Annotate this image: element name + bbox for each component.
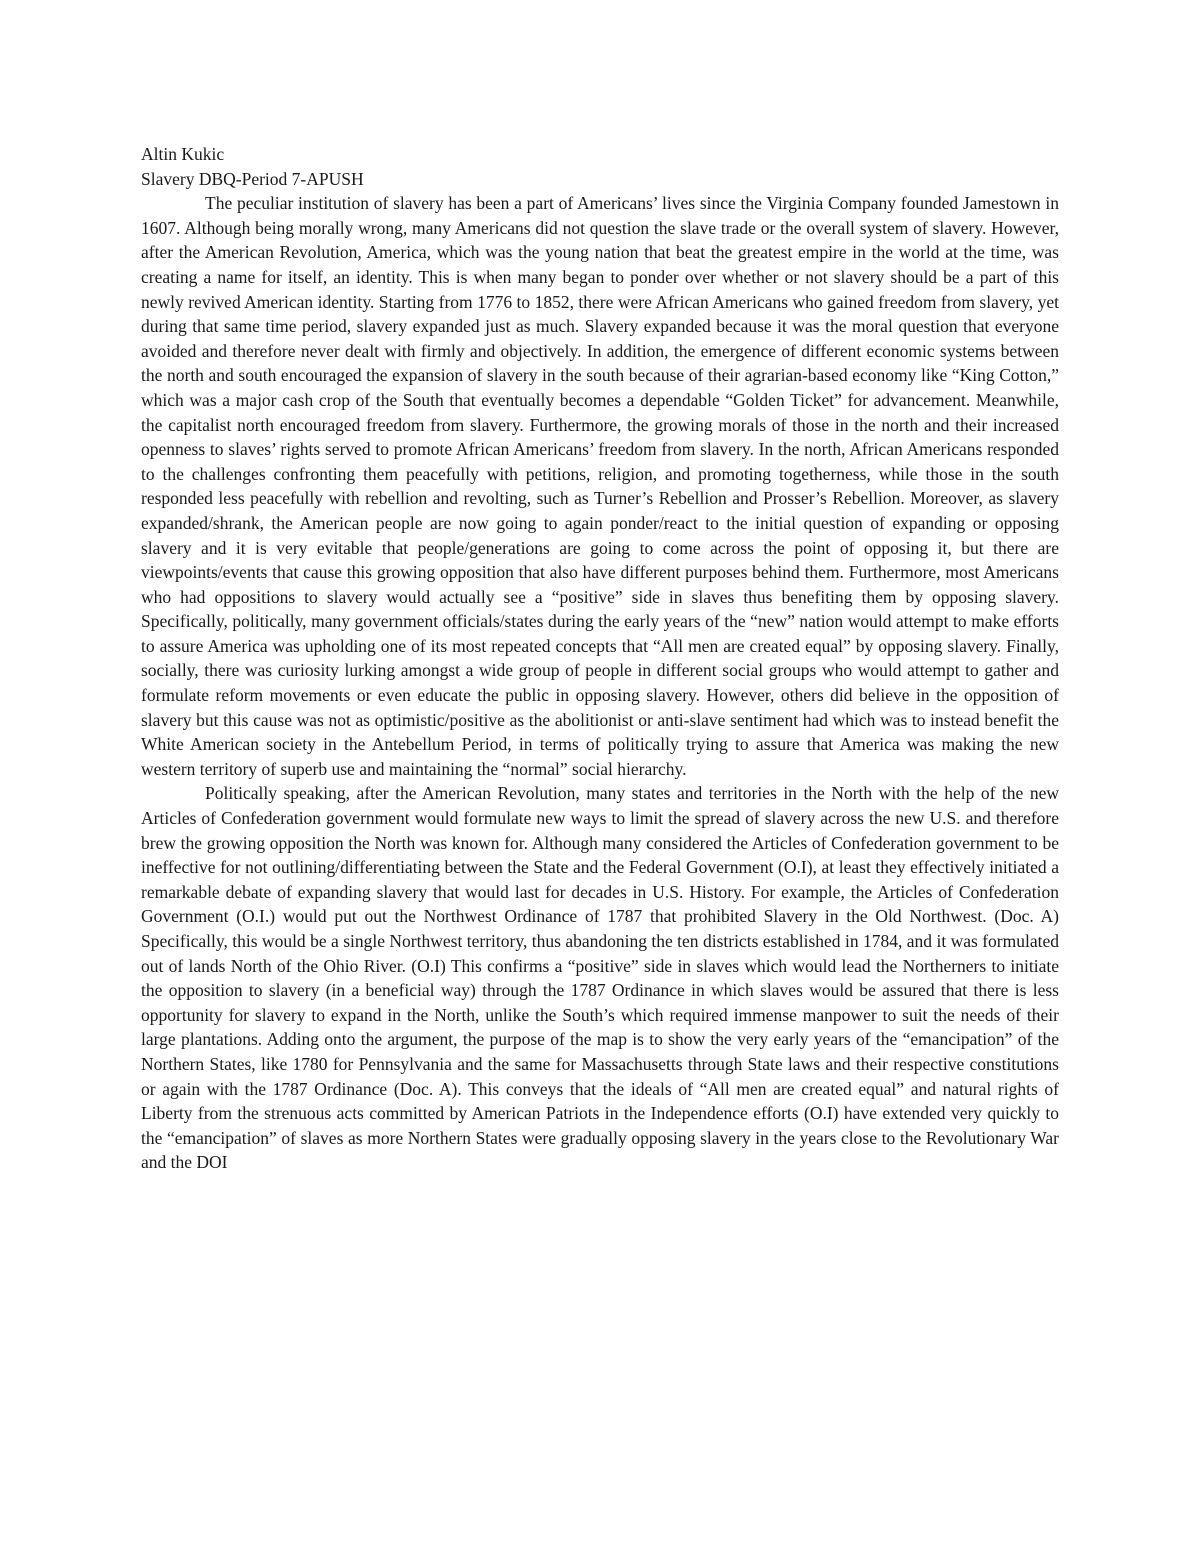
paragraph-introduction: The peculiar institution of slavery has been a part of Americans’ lives since the Virginia Company founded Jamestown in 1607. Although being morally wrong, many Americans did not question the slave trade or the overall system of slavery. However, after the American Revolution, America, which was the young nation that beat the greatest empire in the world at the time, was creating a name for itself, an identity. This is when many began to ponder over whether or not slavery should be a part of this newly revived American identity. Starting from 1776 to 1852, there were African Americans who gained freedom from slavery, yet during that same time period, slavery expanded just as much. Slavery expanded because it was the moral question that everyone avoided and therefore never dealt with firmly and objectively. In addition, the emergence of different economic systems between the north and south encouraged the expansion of slavery in the south because of their agrarian-based economy like “King Cotton,” which was a major cash crop of the South that eventually becomes a dependable “Golden Ticket” for advancement. Meanwhile, the capitalist north encouraged freedom from slavery. Furthermore, the growing morals of those in the north and their increased openness to slaves’ rights served to promote African Americans’ freedom from slavery. In the north, African Americans responded to the challenges confronting them peacefully with petitions, religion, and promoting togetherness, while those in the south responded less peacefully with rebellion and revolting, such as Turner’s Rebellion and Prosser’s Rebellion. Moreover, as slavery expanded/shrank, the American people are now going to again ponder/react to the initial question of expanding or opposing slavery and it is very evitable that people/generations are going to come across the point of opposing it, but there are viewpoints/events that cause this growing opposition that also have different purposes behind them. Furthermore, most Americans who had oppositions to slavery would actually see a “positive” side in slaves thus benefiting them by opposing slavery. Specifically, politically, many government officials/states during the early years of the “new” nation would attempt to make efforts to assure America was upholding one of its most repeated concepts that “All men are created equal” by opposing slavery. Finally, socially, there was curiosity lurking amongst a wide group of people in different social groups who would attempt to gather and formulate reform movements or even educate the public in opposing slavery. However, others did believe in the opposition of slavery but this cause was not as optimistic/positive as the abolitionist or anti-slave sentiment had which was to instead benefit the White American society in the Antebellum Period, in terms of politically trying to assure that America was making the new western territory of superb use and maintaining the “normal” social hierarchy. — [141, 193, 1059, 779]
document-body — [141, 142, 1059, 1175]
paragraph-political: Politically speaking, after the American Revolution, many states and territories in the North with the help of the new Articles of Confederation government would formulate new ways to limit the spread of slavery across the new U.S. and therefore brew the growing opposition the North was known for. Although many considered the Articles of Confederation government to be ineffective for not outlining/differentiating between the State and the Federal Government (O.I), at least they effectively initiated a remarkable debate of expanding slavery that would last for decades in U.S. History. For example, the Articles of Confederation Government (O.I.) would put out the Northwest Ordinance of 1787 that prohibited Slavery in the Old Northwest. (Doc. A) Specifically, this would be a single Northwest territory, thus abandoning the ten districts established in 1784, and it was formulated out of lands North of the Ohio River. (O.I) This confirms a “positive” side in slaves which would lead the Northerners to initiate the opposition to slavery (in a beneficial way) through the 1787 Ordinance in which slaves would be assured that there is less opportunity for slavery to expand in the North, unlike the South’s which required immense manpower to suit the needs of their large plantations. Adding onto the argument, the purpose of the map is to show the very early years of the “emancipation” of the Northern States, like 1780 for Pennsylvania and the same for Massachusetts through State laws and their respective constitutions or again with the 1787 Ordinance (Doc. A). This conveys that the ideals of “All men are created equal” and natural rights of Liberty from the strenuous acts committed by American Patriots in the Independence efforts (O.I) have extended very quickly to the “emancipation” of slaves as more Northern States were gradually opposing slavery in the years close to the Revolutionary War and the DOI — [141, 783, 1059, 1173]
document-heading: Slavery DBQ-Period 7-APUSH — [141, 168, 364, 189]
author-name: Altin Kukic — [141, 144, 225, 164]
